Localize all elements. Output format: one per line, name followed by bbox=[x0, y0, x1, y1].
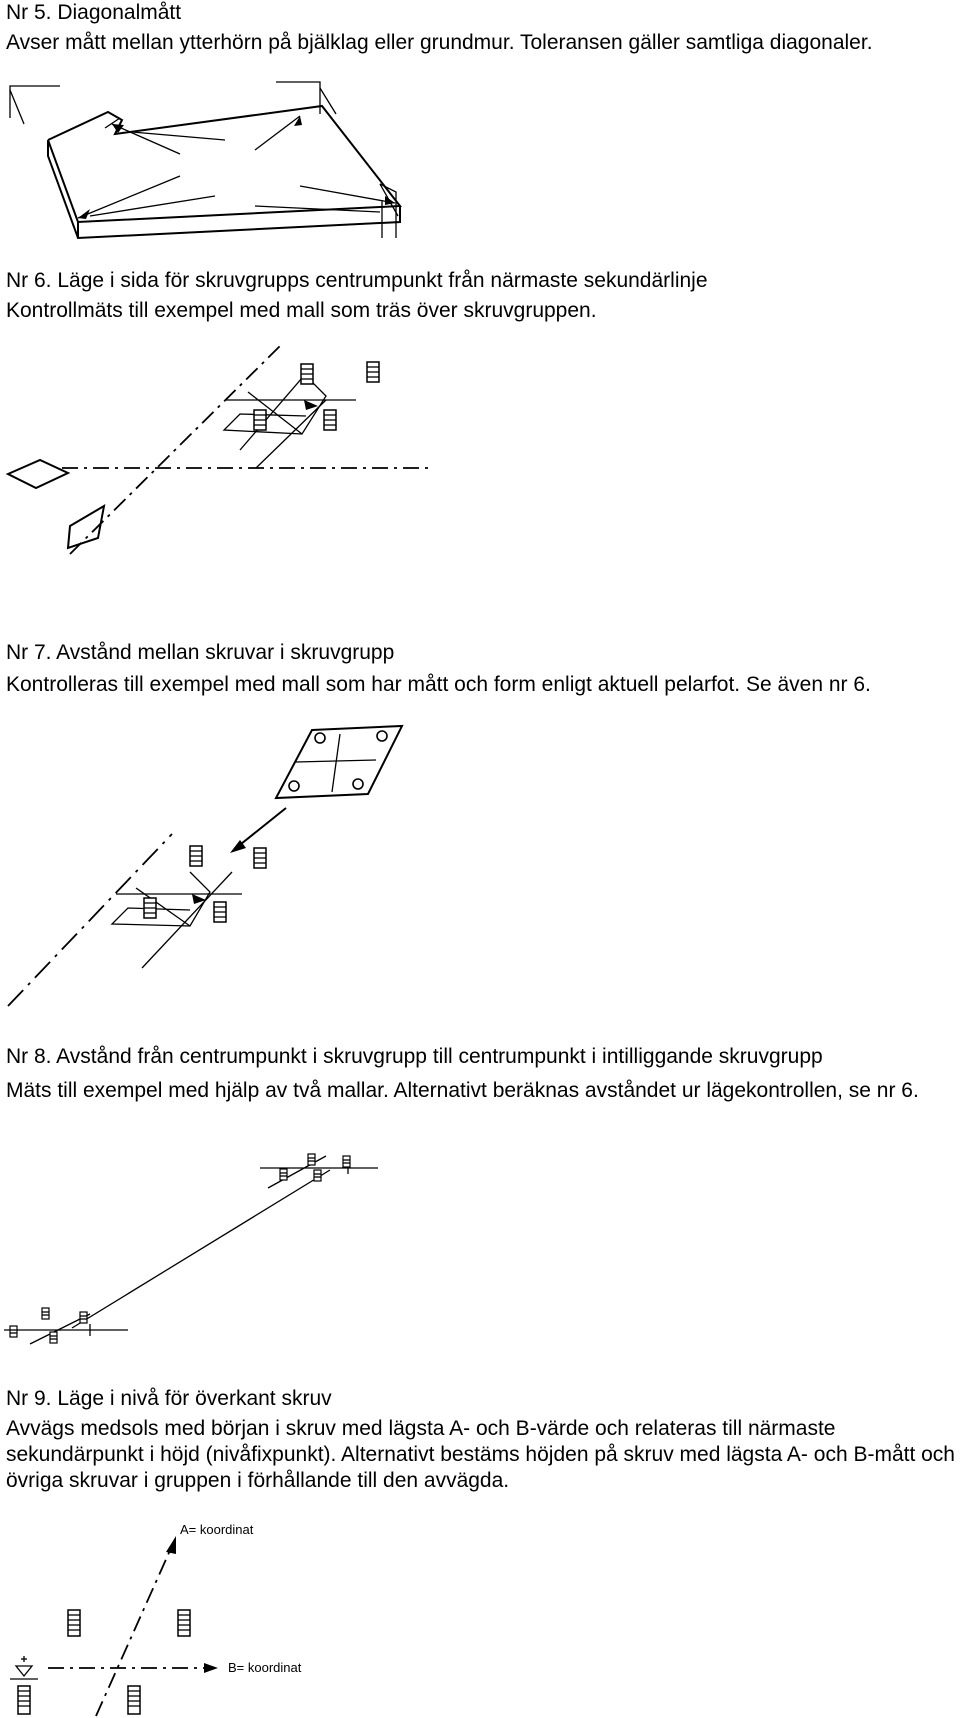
figure-bolt-group-position bbox=[0, 340, 440, 560]
bolt-icon bbox=[367, 362, 379, 382]
section-5-body: Avser mått mellan ytterhörn på bjälklag eller grundmur. Toleransen gäller samtliga diagonaler. bbox=[6, 31, 873, 54]
bolt-icon bbox=[42, 1308, 49, 1319]
bolt-icon bbox=[190, 846, 202, 866]
bolt-icon bbox=[280, 1169, 287, 1180]
bolt-icon bbox=[254, 410, 266, 430]
section-9-heading: Nr 9. Läge i nivå för överkant skruv bbox=[6, 1387, 332, 1410]
bolt-icon bbox=[254, 848, 266, 868]
label-a-coordinate: A= koordinat bbox=[180, 1522, 254, 1537]
bolt-icon bbox=[128, 1686, 140, 1714]
section-9-body: Avvägs medsols med början i skruv med lägsta A- och B-värde och relateras till närmaste sekundärpunkt i höjd (nivåfixpunkt). Alternativt bestäms höjden på skruv med lägsta A- och B-mått och övriga skruvar i gruppen i förhållande till den avvägda. bbox=[6, 1417, 955, 1492]
section-8-body: Mäts till exempel med hjälp av två mallar. Alternativt beräknas avståndet ur lägekontrollen, se nr 6. bbox=[6, 1079, 919, 1102]
bolt-icon bbox=[308, 1154, 315, 1165]
bolt-icon bbox=[144, 898, 156, 918]
figure-bolt-level bbox=[0, 1516, 340, 1718]
bolt-icon bbox=[343, 1156, 350, 1167]
section-8-heading: Nr 8. Avstånd från centrumpunkt i skruvgrupp till centrumpunkt i intilliggande skruvgrupp bbox=[6, 1045, 823, 1068]
bolt-icon bbox=[301, 364, 313, 384]
bolt-icon bbox=[68, 1610, 80, 1636]
bolt-icon bbox=[324, 410, 336, 430]
section-7-heading: Nr 7. Avstånd mellan skruvar i skruvgrupp bbox=[6, 641, 395, 664]
bolt-icon bbox=[178, 1610, 190, 1636]
label-b-coordinate: B= koordinat bbox=[228, 1660, 302, 1675]
figure-bolt-spacing-template bbox=[0, 718, 440, 1008]
section-6-heading: Nr 6. Läge i sida för skruvgrupps centrumpunkt från närmaste sekundärlinje bbox=[6, 269, 708, 292]
level-fixpoint-icon bbox=[10, 1656, 38, 1679]
section-5-heading: Nr 5. Diagonalmått bbox=[6, 1, 182, 24]
figure-bolt-group-distance bbox=[0, 1148, 400, 1358]
bolt-icon bbox=[50, 1332, 57, 1343]
section-6-body: Kontrollmäts till exempel med mall som träs över skruvgruppen. bbox=[6, 299, 597, 322]
figure-diagonal-slab bbox=[0, 78, 460, 268]
bolt-icon bbox=[314, 1170, 321, 1181]
bolt-icon bbox=[80, 1312, 87, 1323]
bolt-icon bbox=[18, 1686, 30, 1714]
bolt-icon bbox=[10, 1326, 17, 1337]
bolt-icon bbox=[214, 902, 226, 922]
section-7-body: Kontrolleras till exempel med mall som har mått och form enligt aktuell pelarfot. Se även nr 6. bbox=[6, 673, 871, 696]
